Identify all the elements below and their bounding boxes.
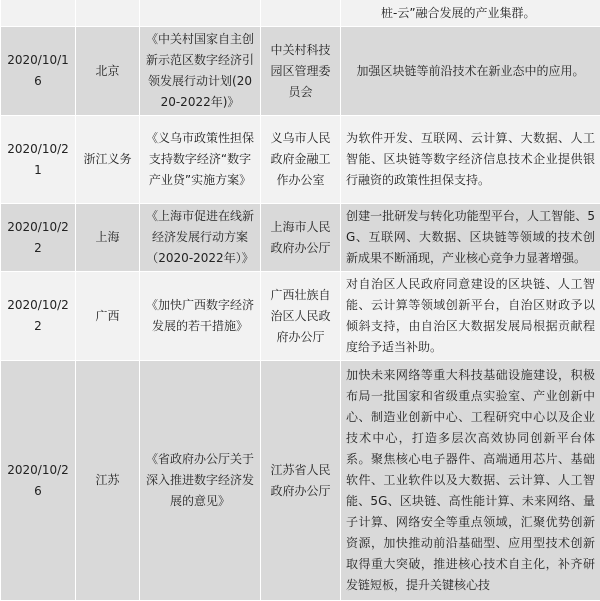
region-cell: 江苏	[76, 361, 140, 601]
department-cell: 义乌市人民政府金融工作办公室	[261, 116, 341, 204]
content-cell: 对自治区人民政府同意建设的区块链、人工智能、云计算等领域创新平台，自治区财政予以倾斜支持，由自治区大数据发展局根据贡献程度给予适当补助。	[341, 272, 600, 361]
region-cell: 上海	[76, 204, 140, 272]
table-row	[1, 272, 600, 361]
department-cell: 广西壮族自治区人民政府办公厅	[261, 272, 341, 361]
date-cell: 2020/10/22	[1, 204, 76, 272]
date-cell: 2020/10/26	[1, 361, 76, 601]
date-cell: 2020/10/16	[1, 27, 76, 116]
department-cell: 江苏省人民政府办公厅	[261, 361, 341, 601]
table-row-continued	[1, 0, 600, 27]
policy-name-cell: 《中关村国家自主创新示范区数字经济引领发展行动计划(2020-2022年)》	[140, 27, 261, 116]
policy-name-cell	[140, 0, 261, 27]
policy-name-cell: 《省政府办公厅关于深入推进数字经济发展的意见》	[140, 361, 261, 601]
policy-name-cell: 《上海市促进在线新经济发展行动方案（2020-2022年）》	[140, 204, 261, 272]
department-cell: 上海市人民政府办公厅	[261, 204, 341, 272]
content-cell: 创建一批研发与转化功能型平台，人工智能、5G、互联网、大数据、区块链等领域的技术创新成果不断涌现，产业核心竞争力显著增强。	[341, 204, 600, 272]
table-row	[1, 27, 600, 116]
table-row	[1, 116, 600, 204]
content-cell	[341, 0, 600, 27]
date-cell: 2020/10/22	[1, 272, 76, 361]
content-cell: 为软件开发、互联网、云计算、大数据、人工智能、区块链等数字经济信息技术企业提供银行融资的政策性担保支持。	[341, 116, 600, 204]
content-cell: 加强区块链等前沿技术在新业态中的应用。	[341, 27, 600, 116]
region-cell: 广西	[76, 272, 140, 361]
policy-name-cell: 《义乌市政策性担保支持数字经济“数字产业贷”实施方案》	[140, 116, 261, 204]
region-cell: 北京	[76, 27, 140, 116]
policy-name-cell: 《加快广西数字经济发展的若干措施》	[140, 272, 261, 361]
department-cell: 中关村科技园区管理委员会	[261, 27, 341, 116]
table-row	[1, 204, 600, 272]
date-cell	[1, 0, 76, 27]
region-cell	[76, 0, 140, 27]
department-cell	[261, 0, 341, 27]
content-text: 桩-云”融合发展的产业集群。	[381, 6, 536, 20]
content-cell: 加快未来网络等重大科技基础设施建设，积极布局一批国家和省级重点实验室、产业创新中心、制造业创新中心、工程研究中心以及企业技术中心，打造多层次高效协同创新平台体系。聚焦核心电子器件、高端通用芯片、基础软件、工业软件以及大数据、云计算、人工智能、5G、区块链、高性能计算、未来网络、量子计算、网络安全等重点领域，汇聚优势创新资源，加快推动前沿基础型、应用型技术创新取得重大突破，推进核心技术自主化，补齐研发链短板，提升关键核心技	[341, 361, 600, 601]
date-cell: 2020/10/21	[1, 116, 76, 204]
table-row	[1, 361, 600, 601]
region-cell: 浙江义务	[76, 116, 140, 204]
